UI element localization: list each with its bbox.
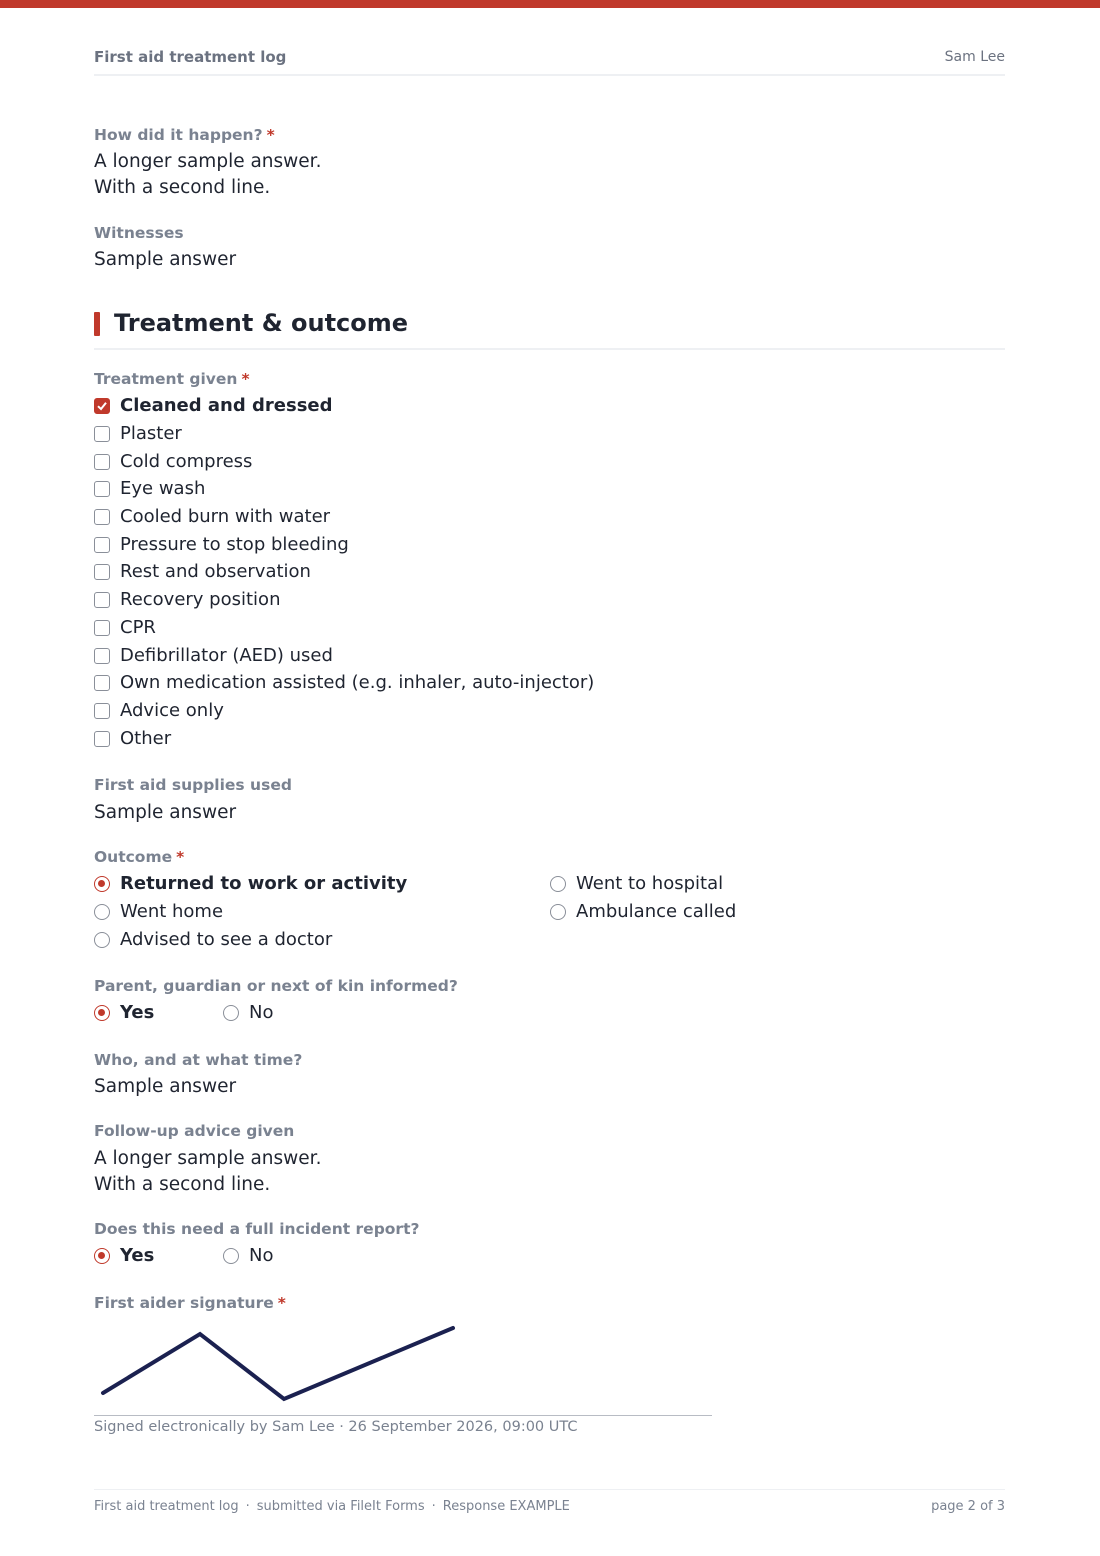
radio-option-label: Yes xyxy=(120,1245,155,1266)
checkbox-checked-icon[interactable] xyxy=(94,398,110,414)
followup-answer xyxy=(94,1146,321,1198)
how-label-text: How did it happen? xyxy=(94,126,263,144)
followup-label: Follow-up advice given xyxy=(94,1122,295,1140)
treatment-label xyxy=(94,370,250,388)
checkbox-option-label: Cleaned and dressed xyxy=(120,395,333,416)
checkbox-icon[interactable] xyxy=(94,564,110,580)
outcome-label-text: Outcome xyxy=(94,848,173,866)
checkbox-icon[interactable] xyxy=(94,731,110,747)
checkbox-icon[interactable] xyxy=(94,509,110,525)
signature-label xyxy=(94,1294,286,1312)
informed-label: Parent, guardian or next of kin informed? xyxy=(94,977,458,995)
checkbox-icon[interactable] xyxy=(94,703,110,719)
footer-separator: · xyxy=(245,1499,250,1514)
radio-icon[interactable] xyxy=(94,932,110,948)
signature-box xyxy=(94,1318,712,1416)
footer-form-name: First aid treatment log xyxy=(94,1499,239,1514)
followup-answer-line2: With a second line. xyxy=(94,1174,271,1195)
checkbox-icon[interactable] xyxy=(94,675,110,691)
required-marker: * xyxy=(176,848,185,866)
checkbox-option-label: CPR xyxy=(120,617,156,638)
checkbox-icon[interactable] xyxy=(94,454,110,470)
radio-option-label: Went home xyxy=(120,901,224,922)
who-label: Who, and at what time? xyxy=(94,1051,303,1069)
supplies-label: First aid supplies used xyxy=(94,776,292,794)
footer-separator: · xyxy=(431,1499,436,1514)
radio-icon[interactable] xyxy=(223,1005,239,1021)
radio-selected-icon[interactable] xyxy=(94,1005,110,1021)
checkbox-option-label: Cold compress xyxy=(120,451,253,472)
checkbox-option-label: Cooled burn with water xyxy=(120,506,331,527)
checkbox-icon[interactable] xyxy=(94,481,110,497)
checkbox-option-label: Plaster xyxy=(120,423,182,444)
footer-info xyxy=(94,1499,570,1514)
radio-selected-icon[interactable] xyxy=(94,1248,110,1264)
radio-option-label: No xyxy=(249,1002,274,1023)
treatment-label-text: Treatment given xyxy=(94,370,238,388)
footer-response: Response EXAMPLE xyxy=(442,1499,570,1514)
radio-icon[interactable] xyxy=(550,904,566,920)
incident-label: Does this need a full incident report? xyxy=(94,1220,420,1238)
checkbox-option-label: Eye wash xyxy=(120,478,206,499)
checkbox-icon[interactable] xyxy=(94,620,110,636)
radio-option-label: Went to hospital xyxy=(576,873,724,894)
checkbox-option-label: Recovery position xyxy=(120,589,281,610)
form-page xyxy=(94,0,1005,1556)
checkbox-icon[interactable] xyxy=(94,426,110,442)
checkbox-option-label: Pressure to stop bleeding xyxy=(120,534,349,555)
required-marker: * xyxy=(241,370,250,388)
checkbox-option-label: Own medication assisted (e.g. inhaler, auto-injector) xyxy=(120,672,595,693)
required-marker: * xyxy=(277,1294,286,1312)
signature-label-text: First aider signature xyxy=(94,1294,274,1312)
radio-option-label: Yes xyxy=(120,1002,155,1023)
section-title: Treatment & outcome xyxy=(114,309,409,337)
how-label xyxy=(94,126,275,144)
outcome-label xyxy=(94,848,184,866)
checkbox-icon[interactable] xyxy=(94,592,110,608)
radio-option-label: Ambulance called xyxy=(576,901,737,922)
supplies-answer: Sample answer xyxy=(94,802,237,823)
checkbox-option-label: Other xyxy=(120,728,172,749)
checkbox-icon[interactable] xyxy=(94,648,110,664)
witnesses-label: Witnesses xyxy=(94,224,184,242)
radio-icon[interactable] xyxy=(550,876,566,892)
form-title: First aid treatment log xyxy=(94,48,287,66)
checkbox-option-label: Rest and observation xyxy=(120,561,311,582)
how-answer-line2: With a second line. xyxy=(94,177,271,198)
signature-drawing xyxy=(94,1318,712,1416)
respondent-name: Sam Lee xyxy=(944,49,1005,65)
page-number: page 2 of 3 xyxy=(931,1499,1005,1514)
radio-icon[interactable] xyxy=(94,904,110,920)
page-footer xyxy=(94,1489,1005,1519)
page-header xyxy=(94,48,1005,76)
followup-answer-line1: A longer sample answer. xyxy=(94,1148,322,1169)
radio-option-label: Returned to work or activity xyxy=(120,873,408,894)
witnesses-answer: Sample answer xyxy=(94,249,237,270)
checkbox-option-label: Defibrillator (AED) used xyxy=(120,645,333,666)
checkbox-icon[interactable] xyxy=(94,537,110,553)
radio-option-label: Advised to see a doctor xyxy=(120,929,333,950)
section-header xyxy=(94,310,1005,350)
radio-icon[interactable] xyxy=(223,1248,239,1264)
signature-caption: Signed electronically by Sam Lee · 26 September 2026, 09:00 UTC xyxy=(94,1419,578,1435)
who-answer: Sample answer xyxy=(94,1076,237,1097)
section-accent-bar xyxy=(94,312,100,336)
footer-submitted: submitted via FileIt Forms xyxy=(256,1499,425,1514)
required-marker: * xyxy=(266,126,275,144)
radio-selected-icon[interactable] xyxy=(94,876,110,892)
radio-option-label: No xyxy=(249,1245,274,1266)
checkbox-option-label: Advice only xyxy=(120,700,224,721)
how-answer xyxy=(94,149,321,201)
how-answer-line1: A longer sample answer. xyxy=(94,151,322,172)
